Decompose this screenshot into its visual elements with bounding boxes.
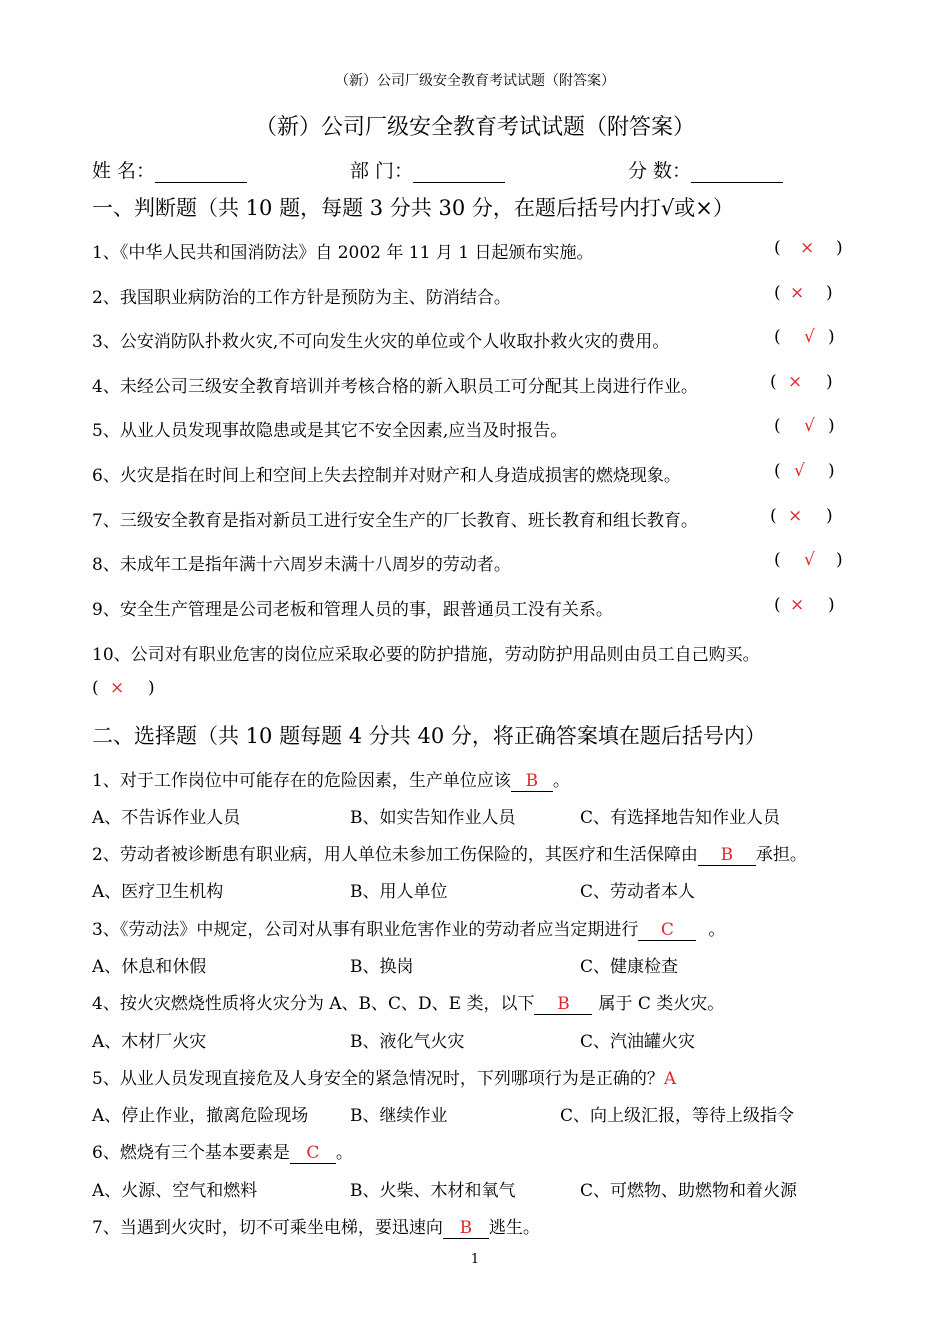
mc-question — [92, 1213, 540, 1239]
mc-question-text: 6、燃烧有三个基本要素是 — [92, 1143, 290, 1163]
mc-question-suffix: 。 — [708, 920, 726, 940]
option-a: A、火源、空气和燃料 — [92, 1181, 258, 1201]
tf-answer: √ — [804, 550, 815, 570]
option-a: A、医疗卫生机构 — [92, 882, 224, 902]
tf-question: 3、公安消防队扑救火灾,不可向发生火灾的单位或个人收取扑救火灾的费用。 — [92, 332, 670, 352]
mc-question — [92, 840, 807, 866]
tf-answer-bracket: ( √ ) — [774, 550, 843, 570]
tf-answer: √ — [804, 327, 815, 347]
mc-answer: C — [638, 920, 696, 941]
section-title-multiple-choice: 二、选择题（共 10 题每题 4 分共 40 分，将正确答案填在题后括号内） — [92, 724, 766, 748]
running-header: （新）公司厂级安全教育考试试题（附答案） — [335, 73, 615, 89]
option-b: B、用人单位 — [350, 882, 448, 902]
mc-question-text: 4、按火灾燃烧性质将火灾分为 A、B、C、D、E 类，以下 — [92, 994, 535, 1014]
option-a: A、不告诉作业人员 — [92, 808, 241, 828]
mc-answer: A — [663, 1069, 677, 1089]
tf-answer-bracket: ( × ) — [770, 372, 833, 392]
option-c: C、有选择地告知作业人员 — [580, 808, 781, 828]
option-b: B、液化气火灾 — [350, 1032, 465, 1052]
tf-answer: √ — [804, 416, 815, 436]
mc-question — [92, 766, 570, 792]
mc-answer: B — [534, 994, 592, 1015]
dept-label: 部 门： — [350, 160, 414, 182]
dept-blank — [413, 164, 505, 183]
tf-answer: × — [788, 506, 803, 526]
tf-answer-bracket: ( √ ) — [774, 461, 835, 481]
mc-question-suffix: 。 — [335, 1143, 353, 1163]
tf-question: 7、三级安全教育是指对新员工进行安全生产的厂长教育、班长教育和组长教育。 — [92, 511, 698, 531]
mc-question — [92, 915, 725, 941]
mc-question-text: 7、当遇到火灾时，切不可乘坐电梯，要迅速向 — [92, 1218, 443, 1238]
tf-question: 2、我国职业病防治的工作方针是预防为主、防消结合。 — [92, 288, 511, 308]
tf-answer-bracket: ( × ) — [770, 506, 833, 526]
tf-question: 6、火灾是指在时间上和空间上失去控制并对财产和人身造成损害的燃烧现象。 — [92, 466, 681, 486]
tf-answer: × — [800, 238, 815, 258]
name-field — [92, 156, 247, 183]
mc-answer: B — [511, 771, 553, 792]
tf-answer: × — [110, 678, 125, 698]
score-blank — [691, 164, 783, 183]
option-a: A、木材厂火灾 — [92, 1032, 207, 1052]
mc-question — [92, 1138, 353, 1164]
tf-question: 8、未成年工是指年满十六周岁未满十八周岁的劳动者。 — [92, 555, 511, 575]
tf-answer-bracket: ( √ ) — [774, 327, 835, 347]
option-b: B、火柴、木材和氧气 — [350, 1181, 516, 1201]
tf-answer: √ — [794, 461, 805, 481]
tf-answer-bracket: ( × ) — [774, 238, 843, 258]
dept-field — [350, 156, 505, 183]
mc-question — [92, 1064, 676, 1089]
section-title-true-false: 一、判断题（共 10 题，每题 3 分共 30 分，在题后括号内打√或×） — [92, 196, 734, 220]
mc-question-suffix: 承担。 — [755, 845, 807, 865]
mc-question-text: 2、劳动者被诊断患有职业病，用人单位未参加工伤保险的，其医疗和生活保障由 — [92, 845, 698, 865]
mc-answer: B — [698, 845, 756, 866]
tf-question: 9、安全生产管理是公司老板和管理人员的事，跟普通员工没有关系。 — [92, 600, 613, 620]
mc-question-text: 1、对于工作岗位中可能存在的危险因素，生产单位应该 — [92, 771, 511, 791]
page-title: （新）公司厂级安全教育考试试题（附答案） — [254, 115, 695, 140]
tf-question: 5、从业人员发现事故隐患或是其它不安全因素,应当及时报告。 — [92, 421, 568, 441]
option-c: C、汽油罐火灾 — [580, 1032, 696, 1052]
tf-answer-bracket: ( × ) — [774, 283, 833, 303]
option-b: B、如实告知作业人员 — [350, 808, 516, 828]
mc-answer: B — [443, 1218, 489, 1239]
tf-answer: × — [790, 283, 805, 303]
option-c: C、向上级汇报，等待上级指令 — [560, 1106, 795, 1126]
mc-question-suffix: 。 — [552, 771, 570, 791]
option-a: A、休息和休假 — [92, 957, 207, 977]
tf-answer-bracket: ( × ) — [92, 678, 155, 698]
score-label: 分 数： — [628, 160, 692, 182]
tf-answer: × — [788, 372, 803, 392]
name-blank — [155, 164, 247, 183]
option-b: B、换岗 — [350, 957, 414, 977]
mc-question-text: 5、从业人员发现直接危及人身安全的紧急情况时，下列哪项行为是正确的？ — [92, 1069, 664, 1089]
option-b: B、继续作业 — [350, 1106, 448, 1126]
score-field — [628, 156, 783, 183]
option-c: C、健康检查 — [580, 957, 679, 977]
mc-question — [92, 989, 724, 1015]
mc-question-suffix: 属于 C 类火灾。 — [598, 994, 725, 1014]
tf-answer-bracket: ( × ) — [774, 595, 835, 615]
tf-answer: × — [790, 595, 805, 615]
option-a: A、停止作业，撤离危险现场 — [92, 1106, 309, 1126]
mc-question-text: 3、《劳动法》中规定，公司对从事有职业危害作业的劳动者应当定期进行 — [92, 920, 639, 940]
tf-question: 1、《中华人民共和国消防法》自 2002 年 11 月 1 日起颁布实施。 — [92, 243, 594, 263]
page-number: 1 — [470, 1252, 480, 1267]
mc-question-suffix: 逃生。 — [488, 1218, 540, 1238]
option-c: C、劳动者本人 — [580, 882, 696, 902]
mc-answer: C — [290, 1143, 336, 1164]
option-c: C、可燃物、助燃物和着火源 — [580, 1181, 798, 1201]
tf-answer-bracket: ( √ ) — [774, 416, 835, 436]
tf-question: 10、公司对有职业危害的岗位应采取必要的防护措施，劳动防护用品则由员工自己购买。 — [92, 645, 760, 665]
tf-question: 4、未经公司三级安全教育培训并考核合格的新入职员工可分配其上岗进行作业。 — [92, 377, 698, 397]
name-label: 姓 名： — [92, 160, 156, 182]
